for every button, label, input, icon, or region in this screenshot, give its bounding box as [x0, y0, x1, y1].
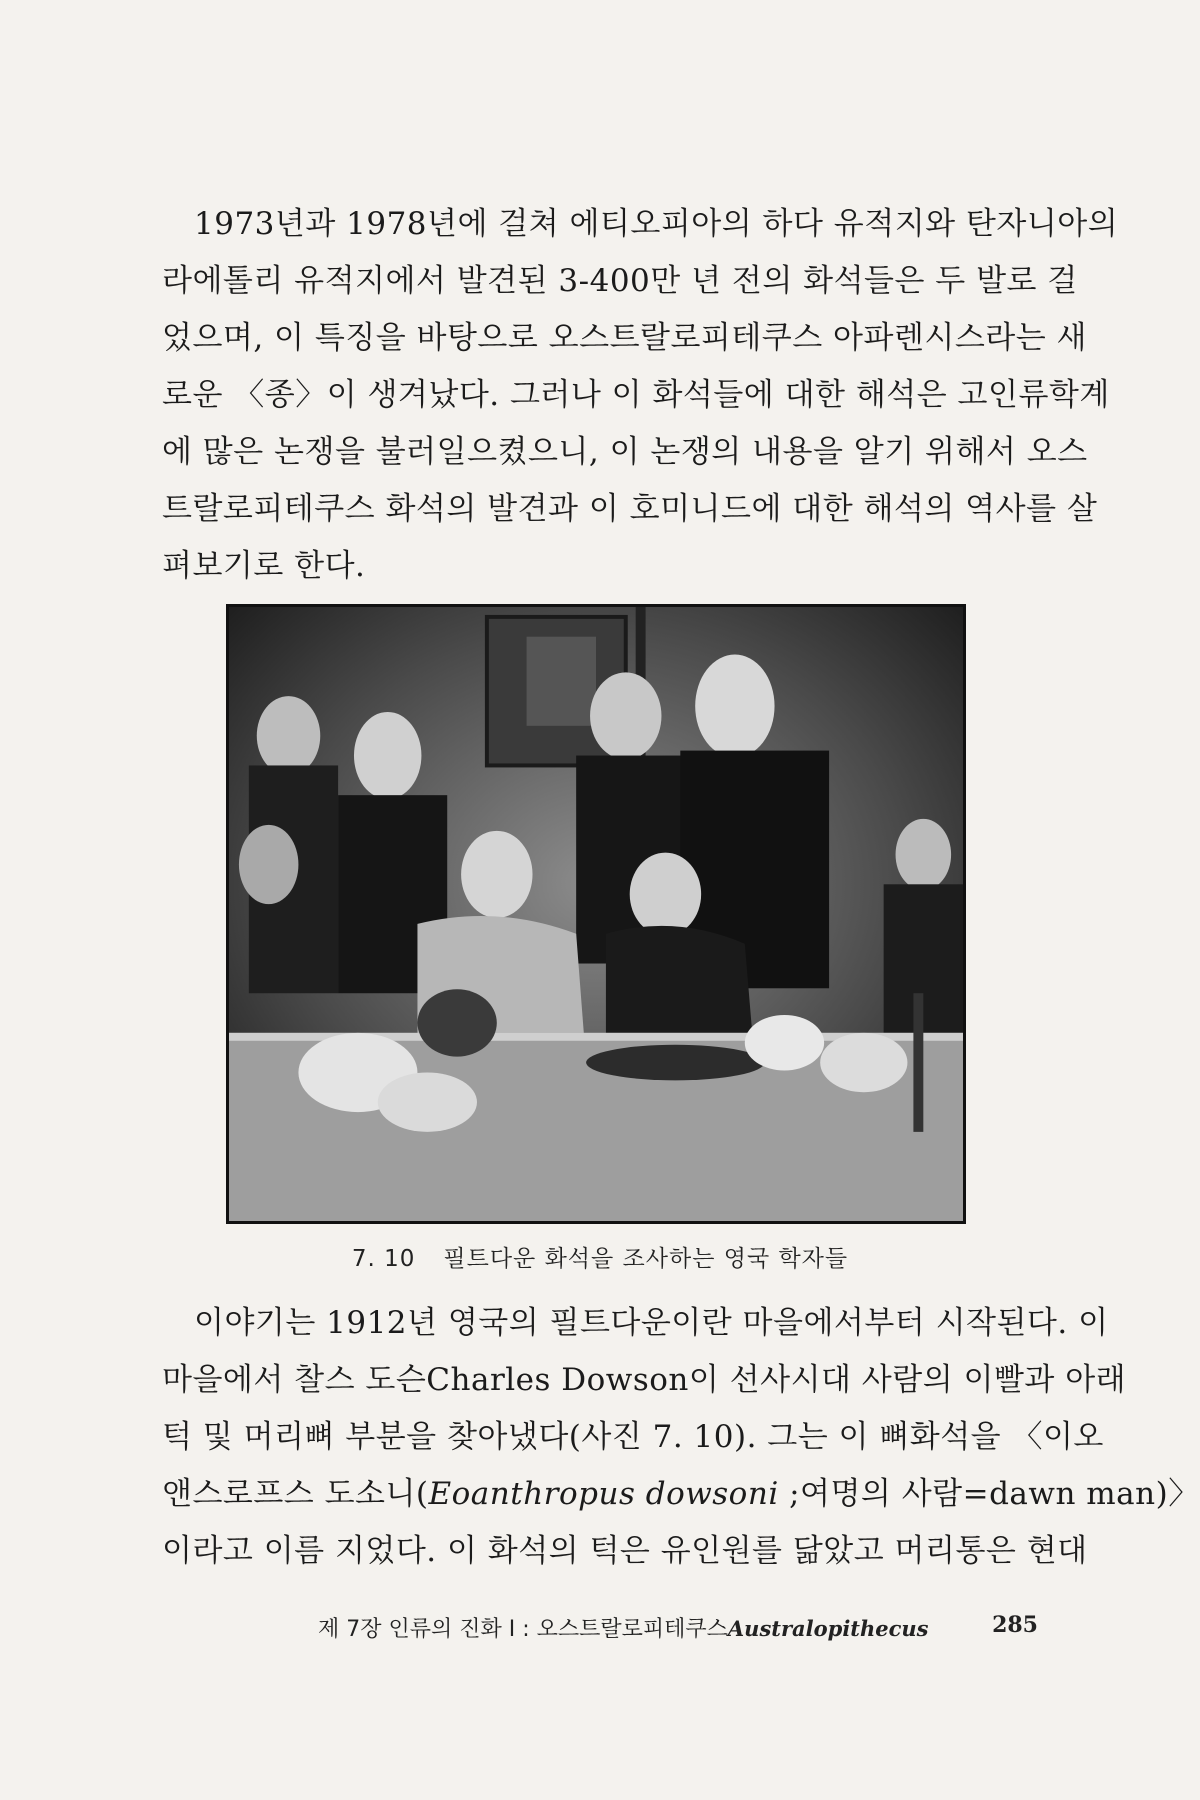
text-line: 이라고 이름 지었다. 이 화석의 턱은 유인원를 닮았고 머리통은 현대	[162, 1533, 1088, 1569]
text-line: 펴보기로 한다.	[162, 548, 366, 584]
paragraph-intro	[162, 196, 1119, 595]
text-line: 었으며, 이 특징을 바탕으로 오스트랄로피테쿠스 아파렌시스라는 새	[162, 320, 1087, 356]
text-line: 라에톨리 유적지에서 발견된 3-400만 년 전의 화석들은 두 발로 걸	[162, 263, 1078, 299]
photo-illustration	[229, 607, 963, 1221]
text-line: 이야기는 1912년 영국의 필트다운이란 마을에서부터 시작된다. 이	[194, 1305, 1109, 1341]
text-line: 마을에서 찰스 도슨Charles Dowson이 선사시대 사람의 이빨과 아래	[162, 1362, 1127, 1398]
chapter-latin-title: Australopithecus	[727, 1616, 929, 1641]
piltdown-photo	[226, 604, 966, 1224]
latin-species-name: Eoanthropus dowsoni	[428, 1476, 779, 1512]
paragraph-piltdown	[162, 1295, 1200, 1580]
figure-number: 7. 10	[351, 1246, 416, 1272]
text-line: 1973년과 1978년에 걸쳐 에티오피아의 하다 유적지와 탄자니아의	[194, 206, 1119, 242]
page-number: 285	[992, 1612, 1038, 1638]
running-footer	[318, 1612, 1038, 1643]
text-line	[162, 1466, 1200, 1523]
text-line: 에 많은 논쟁을 불러일으켰으니, 이 논쟁의 내용을 알기 위해서 오스	[162, 434, 1088, 470]
figure-caption-text: 필트다운 화석을 조사하는 영국 학자들	[443, 1246, 849, 1272]
chapter-title: 제 7장 인류의 진화 Ⅰ : 오스트랄로피테쿠스	[318, 1617, 728, 1642]
text-line: 로운 〈종〉이 생겨났다. 그러나 이 화석들에 대한 해석은 고인류학계	[162, 377, 1110, 413]
figure-caption	[0, 1240, 1200, 1273]
text-line: 트랄로피테쿠스 화석의 발견과 이 호미니드에 대한 해석의 역사를 살	[162, 491, 1098, 527]
text-line: 턱 및 머리뼈 부분을 찾아냈다(사진 7. 10). 그는 이 뼈화석을 〈이오	[162, 1419, 1104, 1455]
text-segment: ;여명의 사람=dawn man)〉	[778, 1476, 1200, 1512]
text-segment: 앤스로프스 도소니(	[162, 1476, 429, 1512]
